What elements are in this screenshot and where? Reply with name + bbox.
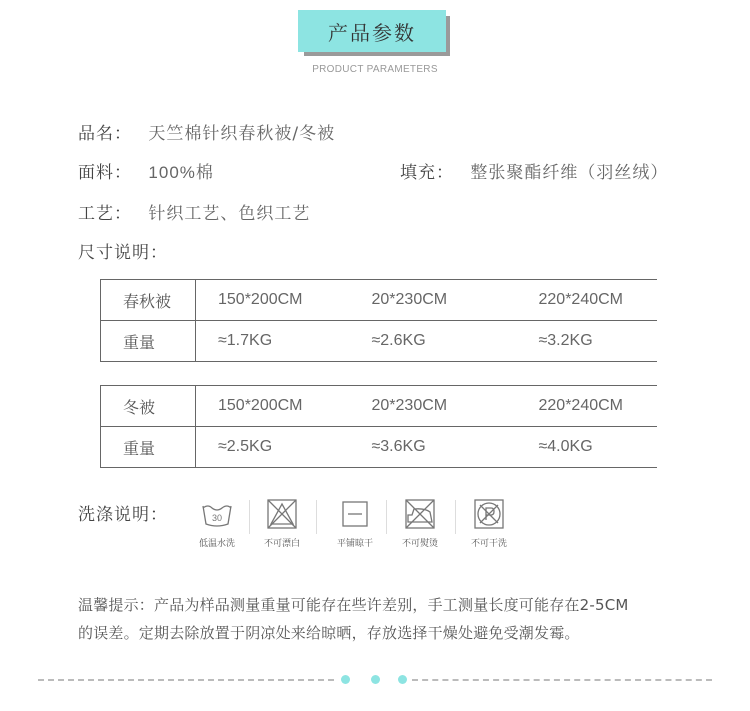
fabric-row (78, 158, 214, 183)
dry-flat-icon (338, 497, 372, 531)
table-row (101, 427, 658, 468)
divider-right (412, 679, 712, 681)
care-caption: 不可熨烫 (401, 539, 438, 549)
filling-label: 填充： (400, 163, 454, 183)
divider (249, 500, 250, 534)
tip-line-1: 温馨提示：产品为样品测量重量可能存在些许差别，手工测量长度可能存在2-5CM (78, 596, 629, 614)
fabric-value: 100%棉 (148, 163, 214, 182)
care-item (465, 497, 513, 549)
weight-cell: ≈1.7KG (196, 321, 346, 362)
divider-dot (341, 675, 350, 684)
size-cell: 150*200CM (196, 280, 346, 321)
size-cell: 220*240CM (501, 386, 658, 427)
care-caption: 不可干洗 (470, 539, 507, 549)
weight-cell: ≈2.6KG (346, 321, 501, 362)
weight-cell: ≈3.2KG (501, 321, 658, 362)
weight-label: 重量 (101, 321, 196, 362)
product-name-label: 品名： (78, 124, 132, 144)
table-row (101, 386, 658, 427)
size-cell: 150*200CM (196, 386, 346, 427)
tip-line-2: 的误差。定期去除放置于阴凉处来给晾晒，存放选择干燥处避免受潮发霉。 (78, 624, 580, 642)
divider-dot (398, 675, 407, 684)
spring-autumn-size-table (100, 279, 657, 362)
divider-left (38, 679, 334, 681)
table-row (101, 321, 658, 362)
care-item (258, 497, 306, 549)
svg-text:30: 30 (211, 513, 223, 523)
divider-dot (371, 675, 380, 684)
size-cell: 220*240CM (501, 280, 658, 321)
craft-value: 针织工艺、色织工艺 (148, 204, 311, 224)
divider (386, 500, 387, 534)
craft-row (78, 199, 310, 224)
product-name-value: 天竺棉针织春秋被/冬被 (148, 124, 336, 144)
quilt-type-label: 冬被 (101, 386, 196, 427)
table-row (101, 280, 658, 321)
weight-cell: ≈4.0KG (501, 427, 658, 468)
section-subtitle: PRODUCT PARAMETERS (312, 64, 438, 75)
product-name-row (78, 119, 335, 144)
craft-label: 工艺： (78, 204, 132, 224)
size-cell: 20*230CM (346, 386, 501, 427)
care-heading: 洗涤说明： (78, 505, 168, 525)
no-dry-clean-icon (472, 497, 506, 531)
care-item (396, 497, 444, 549)
no-iron-icon (403, 497, 437, 531)
section-title: 产品参数 (298, 10, 446, 52)
care-item (331, 497, 379, 549)
section-header (298, 10, 452, 56)
winter-size-table (100, 385, 657, 468)
filling-row (400, 158, 668, 183)
weight-label: 重量 (101, 427, 196, 468)
no-bleach-icon (265, 497, 299, 531)
divider (316, 500, 317, 534)
care-caption: 低温水洗 (198, 539, 235, 549)
weight-cell: ≈2.5KG (196, 427, 346, 468)
fabric-label: 面料： (78, 163, 132, 183)
size-heading: 尺寸说明： (78, 243, 168, 263)
care-item (193, 497, 241, 549)
quilt-type-label: 春秋被 (101, 280, 196, 321)
filling-value: 整张聚酯纤维（羽丝绒） (470, 163, 669, 183)
weight-cell: ≈3.6KG (346, 427, 501, 468)
divider (455, 500, 456, 534)
care-caption: 不可漂白 (263, 539, 300, 549)
wash-30-icon (200, 497, 234, 531)
size-cell: 20*230CM (346, 280, 501, 321)
care-caption: 平铺晾干 (336, 539, 373, 549)
